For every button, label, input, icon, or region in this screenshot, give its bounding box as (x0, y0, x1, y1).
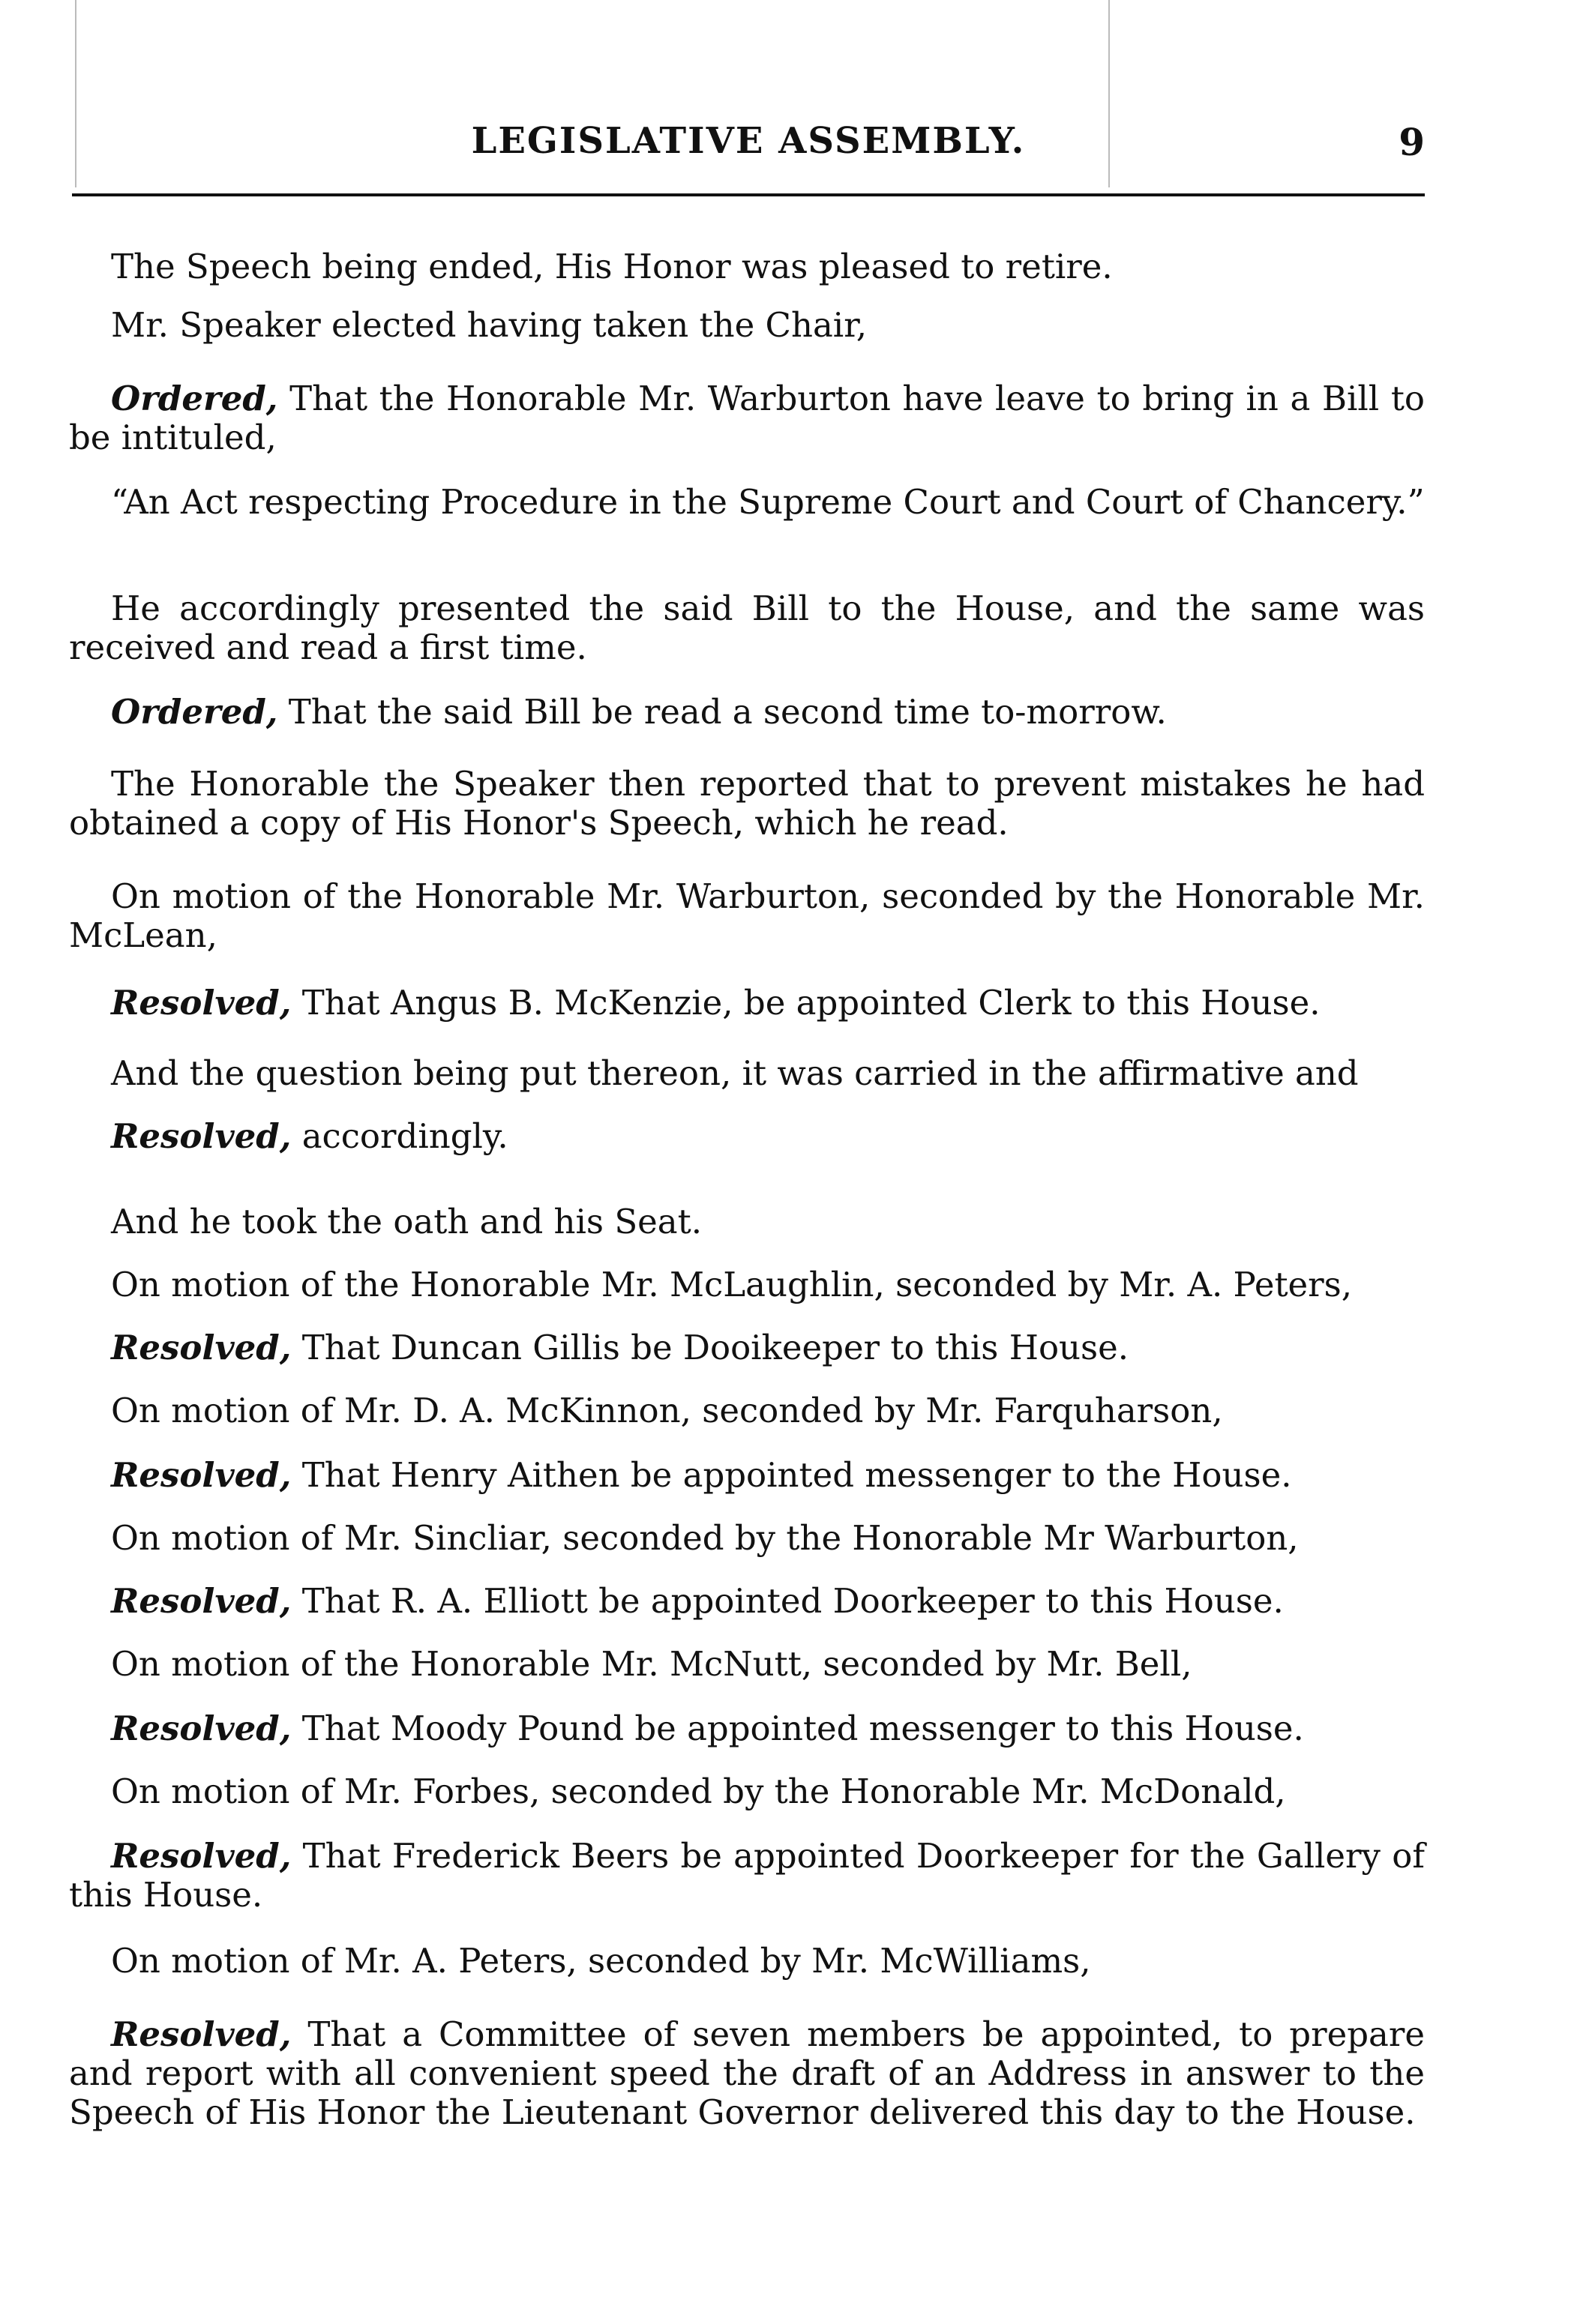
paragraph: Resolved, That R. A. Elliott be appointed Doorkeeper to this House. (111, 1581, 1284, 1621)
paragraph: On motion of Mr. Sincliar, seconded by the Honorable Mr Warburton, (111, 1518, 1299, 1558)
paragraph: The Honorable the Speaker then reported that to prevent mistakes he had obtained a copy of His Honor's Speech, which he read. (69, 764, 1425, 843)
paragraph: On motion of Mr. D. A. McKinnon, seconded by Mr. Farquharson, (111, 1391, 1223, 1430)
paragraph: Resolved, That a Committee of seven members be appointed, to prepare and report with all convenient speed the draft of an Address in answer to the Speech of His Honor the Lieutenant Governor delivered this day to the House. (69, 2014, 1425, 2132)
paragraph: Resolved, That Moody Pound be appointed messenger to this House. (111, 1709, 1304, 1748)
paragraph: On motion of Mr. A. Peters, seconded by Mr. McWilliams, (111, 1941, 1091, 1981)
page-header (72, 120, 1425, 172)
paragraph: Mr. Speaker elected having taken the Chair, (111, 305, 868, 345)
paragraph: The Speech being ended, His Honor was pleased to retire. (111, 247, 1113, 286)
paragraph: Ordered, That the Honorable Mr. Warburton have leave to bring in a Bill to be intituled, (69, 379, 1425, 457)
paragraph: On motion of the Honorable Mr. McNutt, seconded by Mr. Bell, (111, 1644, 1192, 1684)
paragraph: He accordingly presented the said Bill to the House, and the same was received and read a first time. (69, 588, 1425, 667)
paragraph: Resolved, accordingly. (111, 1116, 508, 1156)
paragraph: “An Act respecting Procedure in the Supreme Court and Court of Chancery.” (111, 482, 1425, 522)
paragraph: On motion of the Honorable Mr. Warburton, seconded by the Honorable Mr. McLean, (69, 876, 1425, 955)
paragraph: And he took the oath and his Seat. (111, 1202, 703, 1241)
header-rule (72, 193, 1425, 196)
paragraph: On motion of the Honorable Mr. McLaughlin, seconded by Mr. A. Peters, (111, 1265, 1353, 1304)
paragraph: Resolved, That Henry Aithen be appointed messenger to the House. (111, 1455, 1292, 1495)
paragraph: And the question being put thereon, it was carried in the affirmative and (111, 1053, 1359, 1093)
paragraph: On motion of Mr. Forbes, seconded by the Honorable Mr. McDonald, (111, 1771, 1286, 1811)
paragraph: Resolved, That Angus B. McKenzie, be appointed Clerk to this House. (111, 983, 1321, 1023)
page-number: 9 (1399, 120, 1425, 164)
paragraph: Ordered, That the said Bill be read a second time to-morrow. (111, 692, 1167, 732)
paragraph: Resolved, That Frederick Beers be appointed Doorkeeper for the Gallery of this House. (69, 1836, 1425, 1915)
paragraph: Resolved, That Duncan Gillis be Dooikeeper to this House. (111, 1328, 1129, 1367)
page-title: LEGISLATIVE ASSEMBLY. (471, 120, 1026, 162)
